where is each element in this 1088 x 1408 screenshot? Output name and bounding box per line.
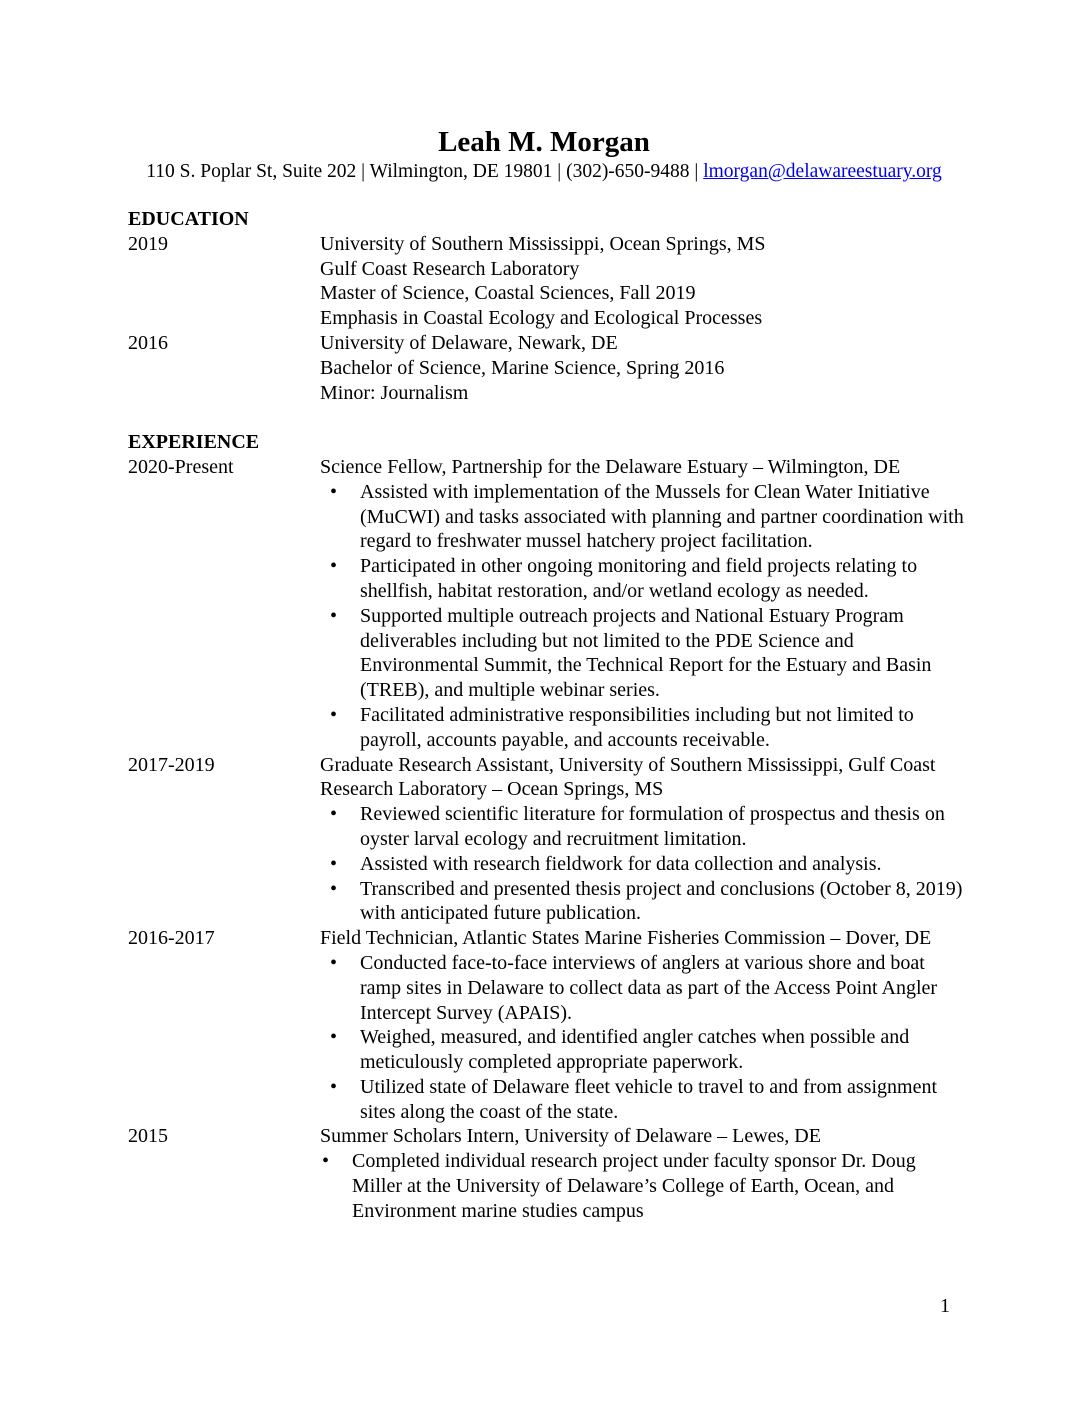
education-date: 2016 [128,331,168,354]
bullet-list [320,480,968,753]
contact-text: 110 S. Poplar St, Suite 202 | Wilmington, DE 19801 | (302)-650-9488 | [146,161,704,182]
experience-entry [128,926,968,1124]
experience-entry [128,753,968,927]
bullet-item: • Weighed, measured, and identified angler catches when possible and meticulously completed appropriate paperwork. [320,1025,968,1075]
email-link[interactable]: lmorgan@delawareestuary.org [703,161,942,182]
education-line: University of Delaware, Newark, DE [320,331,618,354]
education-entry [128,331,968,405]
bullet-list [320,802,968,926]
section-spacer [128,405,968,430]
experience-details [320,455,968,753]
experience-position: Science Fellow, Partnership for the Delaware Estuary – Wilmington, DE [320,455,901,478]
experience-details [320,926,968,1124]
bullet-item: • Transcribed and presented thesis project and conclusions (October 8, 2019) with anticipated future publication. [320,877,968,927]
education-date: 2019 [128,232,168,255]
education-line: University of Southern Mississippi, Ocean Springs, MS [320,232,766,255]
bullet-item: • Participated in other ongoing monitoring and field projects relating to shellfish, habitat restoration, and/or wetland ecology as needed. [320,554,968,604]
resume-content [128,207,968,1224]
experience-position: Graduate Research Assistant, University of Southern Mississippi, Gulf Coast Research Laboratory – Ocean Springs, MS [320,753,936,801]
education-line: Gulf Coast Research Laboratory [320,257,580,280]
experience-date: 2015 [128,1125,168,1148]
experience-entry [128,1124,968,1223]
bullet-item: • Completed individual research project under faculty sponsor Dr. Doug Miller at the University of Delaware’s College of Earth, Ocean, and Environment marine studies campus [320,1149,968,1223]
resume-name: Leah M. Morgan [438,126,650,158]
bullet-item: • Facilitated administrative responsibilities including but not limited to payroll, accounts payable, and accounts receivable. [320,703,968,753]
page-number: 1 [940,1295,950,1317]
experience-details [320,753,968,927]
bullet-item: • Assisted with research fieldwork for data collection and analysis. [320,852,968,877]
education-details [320,331,968,405]
experience-date: 2020-Present [128,455,234,478]
bullet-item: • Conducted face-to-face interviews of anglers at various shore and boat ramp sites in Delaware to collect data as part of the Access Point Angler Intercept Survey (APAIS). [320,951,968,1025]
education-line: Master of Science, Coastal Sciences, Fall 2019 [320,282,696,305]
experience-date: 2017-2019 [128,753,215,776]
section-title-experience: EXPERIENCE [128,431,260,454]
education-line: Minor: Journalism [320,381,469,404]
bullet-list [320,1149,968,1223]
bullet-item: • Assisted with implementation of the Mussels for Clean Water Initiative (MuCWI) and tasks associated with planning and partner coordination with regard to freshwater mussel hatchery project facilitation. [320,480,968,554]
experience-date: 2016-2017 [128,927,215,950]
education-details [320,232,968,331]
bullet-list [320,951,968,1125]
experience-details [320,1124,968,1223]
section-title-education: EDUCATION [128,208,249,230]
contact-line [0,160,1088,184]
bullet-item: • Supported multiple outreach projects and National Estuary Program deliverables including but not limited to the PDE Science and Environmental Summit, the Technical Report for the Estuary and Basin (TREB), and multiple webinar series. [320,604,968,703]
experience-position: Field Technician, Atlantic States Marine Fisheries Commission – Dover, DE [320,927,932,950]
education-entry [128,232,968,331]
bullet-item: • Utilized state of Delaware fleet vehicle to travel to and from assignment sites along the coast of the state. [320,1075,968,1125]
education-line: Emphasis in Coastal Ecology and Ecological Processes [320,307,763,330]
experience-entry [128,455,968,753]
bullet-item: • Reviewed scientific literature for formulation of prospectus and thesis on oyster larval ecology and recruitment limitation. [320,802,968,852]
experience-position: Summer Scholars Intern, University of Delaware – Lewes, DE [320,1125,821,1148]
education-line: Bachelor of Science, Marine Science, Spring 2016 [320,356,725,379]
